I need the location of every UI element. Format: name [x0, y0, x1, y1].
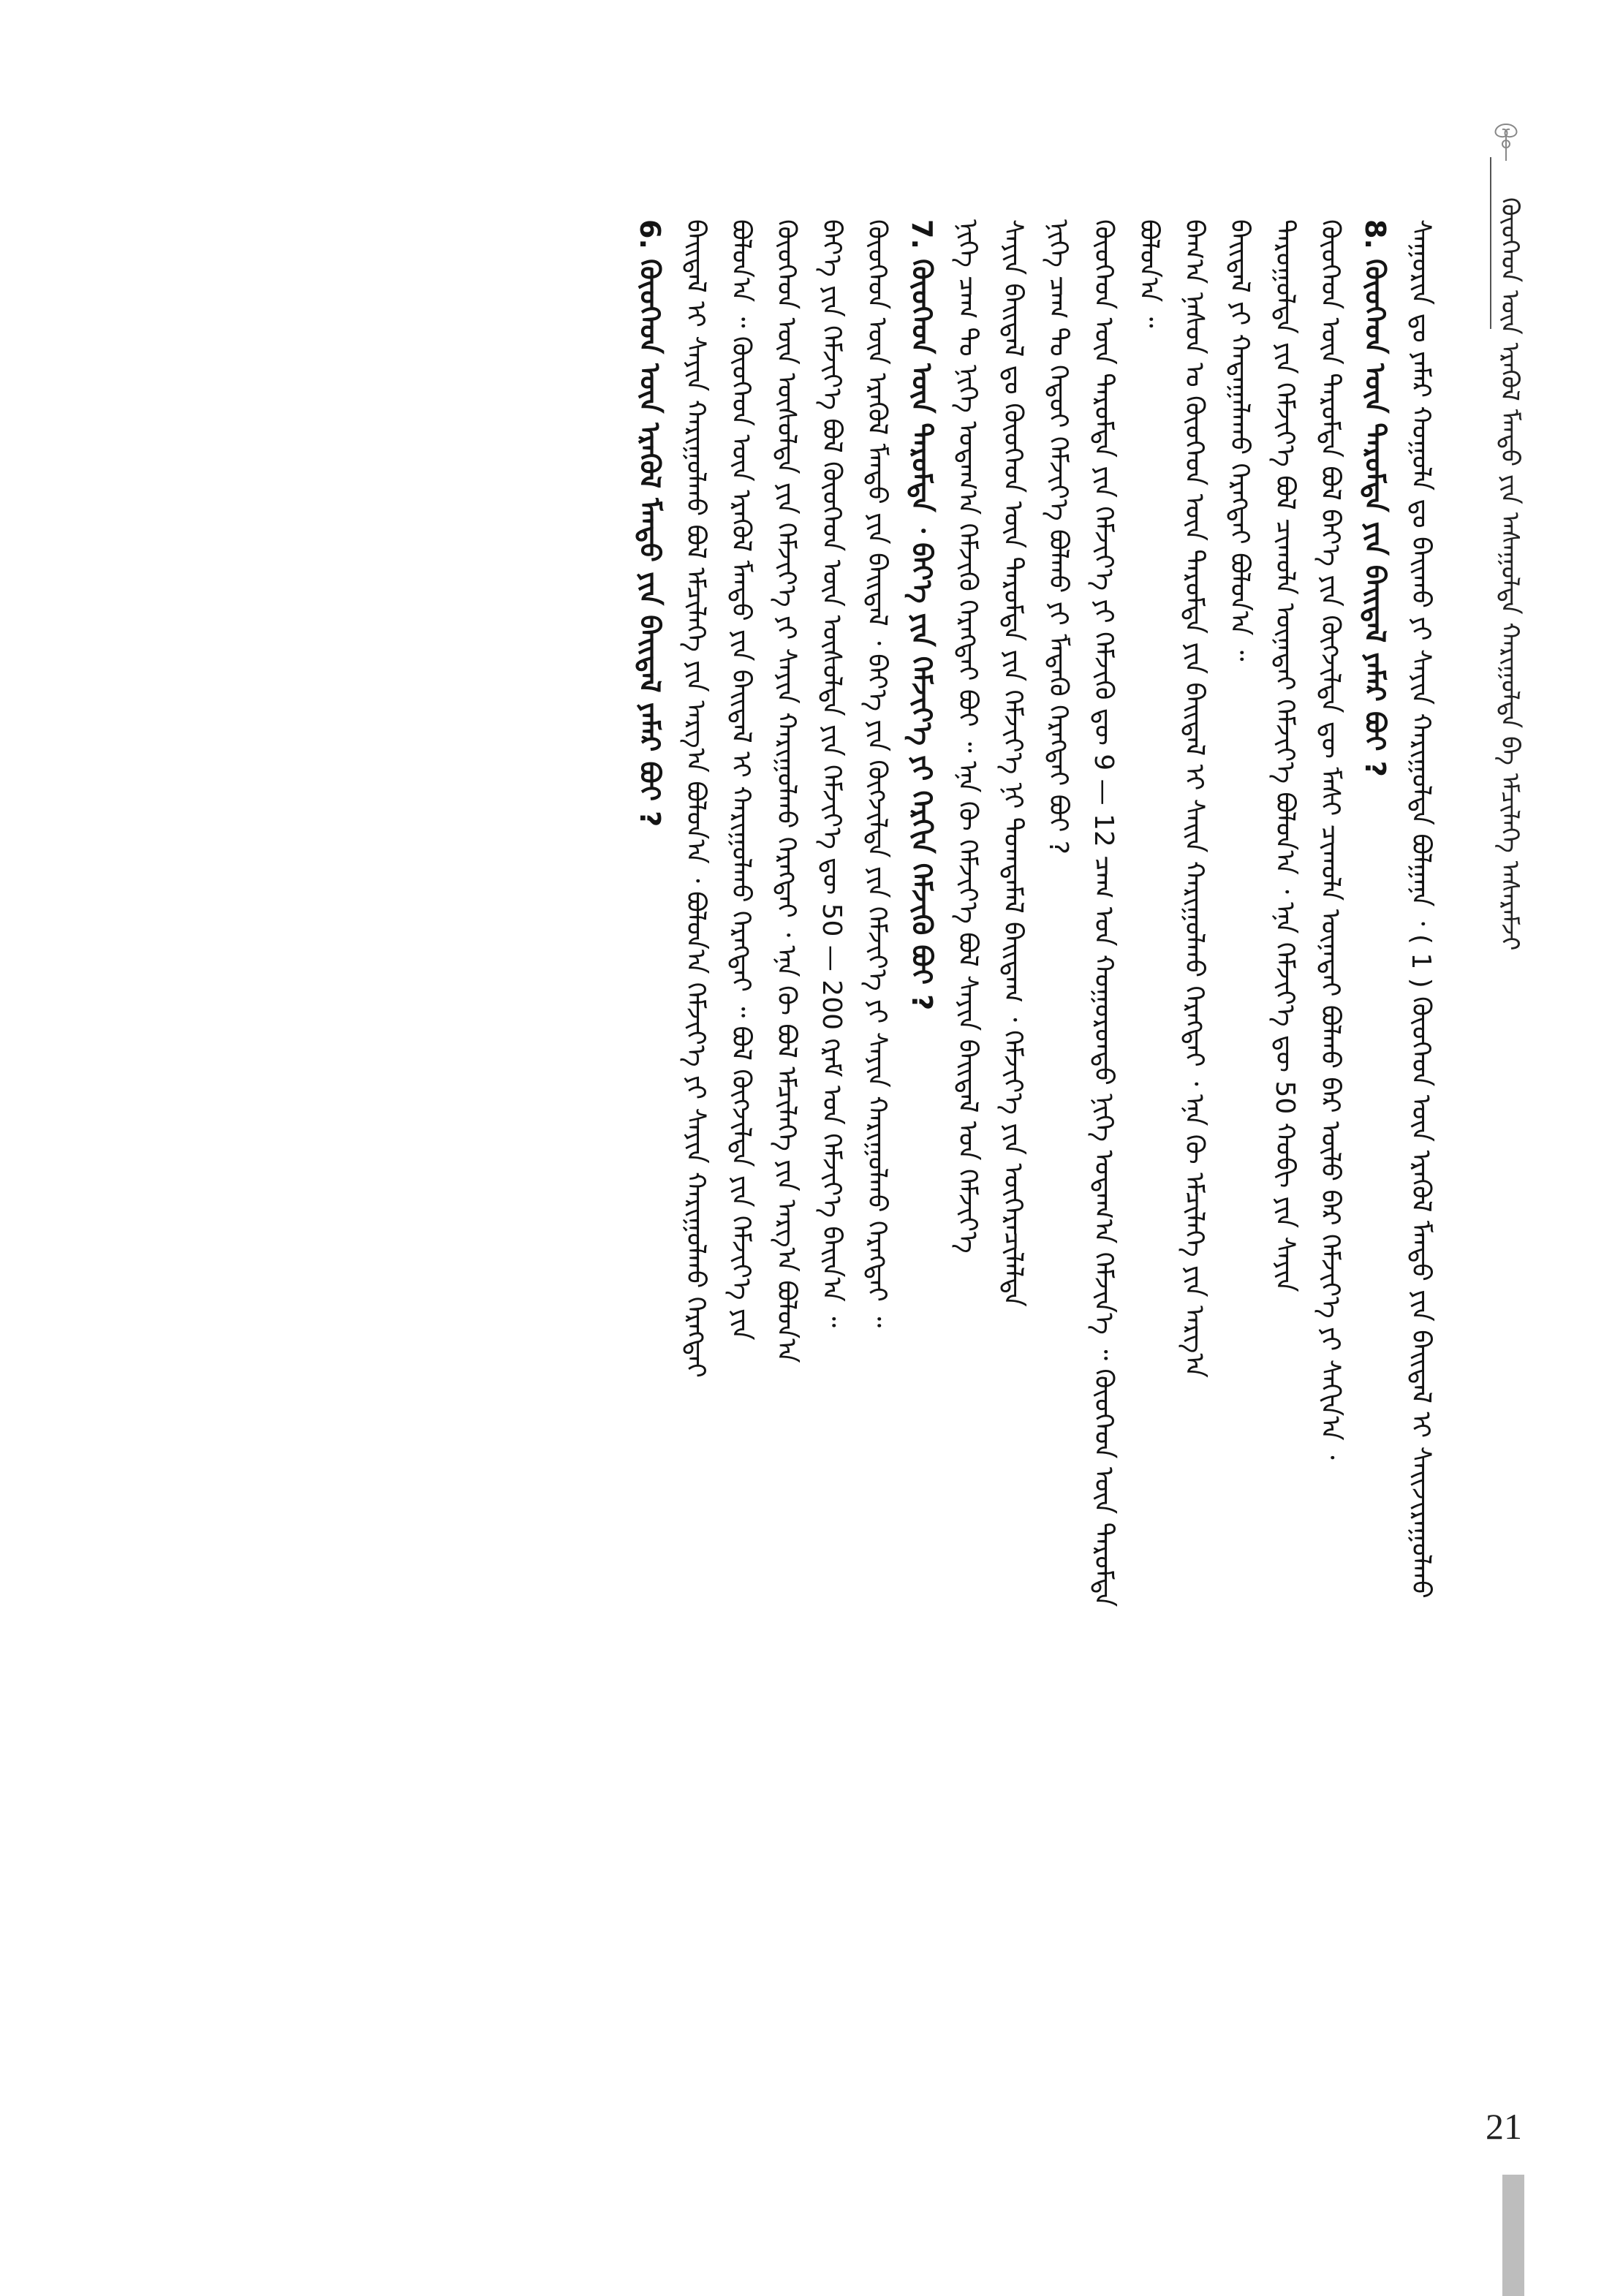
text-line — [1222, 219, 1256, 2010]
line-text: ᠬᠦᠦᠬᠡᠳ ᠦᠨ ᠡᠷᠡᠭᠦᠯ ᠮᠡᠨᠳᠦ ᠶᠢᠨ ᠪᠠᠢᠳᠠᠯ ᠂ ᠪᠡᠶ᠎ᠡ ᠶᠢᠨ ᠬᠥᠭᠵᠢᠯᠲᠡ ᠶᠢᠨ ᠬᠡᠮᠵᠢᠶ᠎ᠡ ᠶᠢ ᠰᠠᠶᠢᠨ ᠬᠠᠷᠢᠭᠤᠯᠬᠤ ᠬᠡᠷᠡᠭᠲᠡᠢ ᠃ — [862, 219, 892, 1328]
section-number: 7. — [906, 219, 938, 259]
line-text: ᠰᠠᠭᠤᠷᠢᠨ ᠳᠤ ᠶᠠᠮᠠᠷ ᠬᠣᠭᠣᠯᠠ ᠳᠤ ᠪᠠᠢᠬᠤ ᠶᠢ ᠰᠠᠶᠢᠨ ᠬᠠᠷᠢᠭᠤᠯᠲᠠ ᠪᠣᠯᠭᠠᠨᠠ ᠂ ( 1 ) ᠬᠦᠦᠬᠡᠳ ᠦᠨ ᠡᠷᠡᠭᠦᠯ ᠮᠡᠨᠳᠦ ᠶᠢᠨ ᠪᠠᠢᠳᠠᠯ ᠢ ᠰᠠᠢᠵᠢᠷᠠᠭᠤᠯᠬᠤ — [1406, 219, 1436, 1599]
text-line — [950, 219, 984, 2010]
section-heading — [1358, 219, 1392, 2010]
line-text: ᠨᠢᠭᠡ ᠴᠠᠭ ᠲᠤ ᠨᠢᠭᠡ ᠤᠳᠠᠭ᠎ᠠ ᠬᠡᠮᠵᠢᠬᠦ ᠬᠡᠷᠡᠭᠲᠡᠢ ᠪᠣᠢ ᠃ ᠡᠨᠡ ᠬᠦ ᠬᠡᠮᠵᠢᠶ᠎ᠡ ᠪᠣᠯ ᠰᠠᠶᠢᠨ ᠪᠠᠢᠳᠠᠯ ᠤᠨ ᠬᠡᠮᠵᠢᠶ᠎ᠡ — [953, 219, 983, 1254]
section-number: 8. — [1359, 219, 1391, 259]
line-text: ᠬᠦᠦᠬᠡᠳ ᠦᠨ ᠥᠰᠦᠯᠲᠡ ᠶᠢᠨ ᠬᠡᠮᠵᠢᠶ᠎ᠡ ᠶᠢ ᠰᠠᠶᠢᠨ ᠬᠠᠷᠢᠭᠤᠯᠬᠤ ᠬᠡᠷᠡᠭᠲᠡᠢ ᠂ ᠡᠨᠡ ᠬᠦ ᠪᠣᠯ ᠡᠮᠴᠢᠯᠡᠭᠡ ᠶᠢᠨ ᠠᠷᠭ᠎ᠠ ᠪᠣᠯᠤᠨ᠎ᠠ — [771, 219, 801, 1363]
text-line — [1132, 219, 1165, 2010]
text-line — [814, 219, 848, 2010]
line-text: ᠪᠣᠯᠤᠨ᠎ᠠ ᠃ ᠬᠦᠦᠬᠡᠳ ᠦᠨ ᠡᠷᠡᠭᠦᠯ ᠮᠡᠨᠳᠦ ᠶᠢᠨ ᠪᠠᠢᠳᠠᠯ ᠢ ᠬᠠᠷᠢᠭᠤᠯᠬᠤ ᠬᠡᠷᠡᠭᠲᠡᠢ ᠃ ᠪᠣᠯ ᠬᠥᠭᠵᠢᠯᠲᠡ ᠶᠢᠨ ᠬᠡᠮᠵᠢᠶ᠎ᠡ ᠶᠢᠨ — [726, 219, 756, 1341]
line-text: ᠨᠢᠭᠡ ᠴᠠᠭ ᠲᠤ ᠬᠡᠳᠦᠢ ᠬᠡᠮᠵᠢᠶ᠎ᠡ ᠪᠣᠯᠬᠤ ᠶᠢ ᠮᠡᠳᠡᠬᠦ ᠬᠡᠷᠡᠭᠲᠡᠢ ᠪᠣᠢ ? — [1043, 219, 1073, 855]
text-line — [678, 219, 712, 2010]
ornament-icon — [1480, 121, 1532, 164]
running-header: ᠬᠦᠦᠬᠡᠳ ᠦᠨ ᠡᠷᠡᠭᠦᠯ ᠮᠡᠨᠳᠦ ᠶᠢᠨ ᠠᠰᠠᠭᠤᠯᠲᠠ ᠬᠠᠷᠢᠭᠤᠯᠲᠠ ᠪᠠ ᠡᠮᠴᠢᠯᠡᠭᠡ ᠠᠰᠠᠷᠠᠮᠵᠢ — [1495, 197, 1524, 951]
text-line — [1041, 219, 1075, 2010]
line-text: ᠪᠠᠭ᠎ᠠ ᠨᠠᠰᠤᠨ ᠤ ᠬᠦᠦᠬᠡᠳ ᠦᠨ ᠳᠠᠷᠤᠮᠲᠠ ᠶᠢᠨ ᠪᠠᠢᠳᠠᠯ ᠢ ᠰᠠᠢᠨ ᠬᠠᠷᠢᠭᠤᠯᠬᠤ ᠬᠡᠷᠡᠭᠲᠡᠢ ᠂ ᠡᠨᠡ ᠬᠦ ᠡᠮᠴᠢᠯᠡᠭᠡ ᠶᠢᠨ ᠠᠷᠭ᠎ᠠ — [1179, 219, 1209, 1378]
text-line — [1404, 219, 1437, 2010]
section-number: 6. — [634, 219, 666, 259]
header-rule — [1490, 157, 1491, 329]
line-text: ᠪᠠᠢᠳᠠᠯ ᠶᠢ ᠬᠠᠳᠠᠭᠠᠯᠠᠬᠤ ᠬᠡᠷᠡᠭᠲᠡᠢ ᠪᠣᠯᠤᠨ᠎ᠠ ᠃ — [1225, 219, 1255, 662]
text-line — [1177, 219, 1211, 2010]
line-text: ᠬᠦᠦᠬᠡᠳ ᠦᠨ ᠳᠠᠷᠤᠮᠲᠠ ᠂ ᠪᠡᠶ᠎ᠡ ᠶᠢᠨ ᠬᠡᠮᠵᠢᠶ᠎ᠡ ᠶᠢ ᠬᠡᠷᠬᠢᠨ ᠬᠡᠮᠵᠢᠬᠦ ᠪᠣᠢ ? — [906, 259, 938, 1011]
line-text: ᠬᠦᠦᠬᠡᠳ ᠦᠨ ᠳᠠᠷᠤᠮᠲᠠ ᠶᠢᠨ ᠪᠠᠢᠳᠠᠯ ᠶᠠᠮᠠᠷ ᠪᠣᠢ ? — [1359, 259, 1391, 777]
line-text: ᠬᠦᠦᠬᠡᠳ ᠦᠨ ᠳᠠᠷᠤᠮᠲᠠ ᠶᠢᠨ ᠬᠡᠮᠵᠢᠶ᠎ᠡ ᠶᠢ ᠬᠡᠮᠵᠢᠬᠦ ᠳᠦ 9 — 12 ᠴᠠᠭ ᠤᠨ ᠬᠣᠭᠣᠷᠣᠨᠳᠤ ᠨᠢᠭᠡ ᠤᠳᠠᠭ᠎ᠠ ᠬᠡᠮᠵᠢᠨ᠎ᠡ ᠃ ᠬᠦᠦᠬᠡᠳ ᠦᠨ ᠳᠠᠷᠤᠮᠲᠠ — [1089, 219, 1119, 1607]
text-line — [860, 219, 893, 2010]
text-line — [1086, 219, 1120, 2010]
page-edge-tab — [1502, 2175, 1524, 2296]
text-line — [1268, 219, 1301, 2010]
page-number: 21 — [1486, 2106, 1522, 2147]
text-line — [996, 219, 1029, 2010]
section-heading — [905, 219, 939, 2010]
line-text: ᠬᠦᠦᠬᠡᠳ ᠦᠨ ᠳᠠᠷᠤᠮᠲᠠ ᠪᠣᠯ ᠪᠡᠶ᠎ᠡ ᠶᠢᠨ ᠬᠥᠭᠵᠢᠯᠲᠡ ᠳᠦ ᠮᠠᠰᠢ ᠴᠢᠬᠤᠯᠠ ᠦᠨᠡᠲᠡᠢ ᠪᠣᠯᠬᠤ ᠪᠡᠷ ᠦᠯᠦ ᠪᠠᠷ ᠬᠡᠮᠵᠢᠶ᠎ᠡ ᠶᠢ ᠰᠠᠬᠢᠨ᠎ᠠ ᠂ — [1315, 219, 1345, 1460]
line-text: ᠪᠠᠢᠳᠠᠯ ᠢ ᠰᠠᠶᠢᠨ ᠬᠠᠷᠢᠭᠤᠯᠬᠤ ᠪᠣᠯ ᠡᠮᠴᠢᠯᠡᠭᠡ ᠶᠢᠨ ᠠᠷᠭ᠎ᠠ ᠪᠣᠯᠤᠨ᠎ᠠ ᠂ ᠪᠣᠯᠤᠨ᠎ᠠ ᠬᠡᠮᠵᠢᠶ᠎ᠡ ᠶᠢ ᠰᠠᠶᠢᠨ ᠬᠠᠷᠢᠭᠤᠯᠬᠤ ᠬᠡᠷᠡᠭᠲᠡᠢ — [681, 219, 711, 1378]
line-text: ᠪᠣᠯᠤᠨ᠎ᠠ ᠃ — [1134, 219, 1164, 328]
line-text: ᠬᠦᠦᠬᠡᠳ ᠦᠨ ᠡᠷᠡᠭᠦᠯ ᠮᠡᠨᠳᠦ ᠶᠢᠨ ᠪᠠᠢᠳᠠᠯ ᠶᠠᠮᠠᠷ ᠪᠣᠢ ? — [634, 259, 666, 827]
section-heading — [633, 219, 667, 2010]
text-line — [724, 219, 757, 2010]
line-text: ᠪᠡᠶ᠎ᠡ ᠶᠢᠨ ᠬᠡᠮᠵᠢᠶ᠎ᠡ ᠪᠣᠯ ᠬᠦᠦᠬᠡᠳ ᠦᠨ ᠥᠰᠦᠯᠲᠡ ᠶᠢᠨ ᠬᠡᠮᠵᠢᠶ᠎ᠡ ᠳᠦ 50 — 200 ᠭᠷᠠᠮ ᠤᠨ ᠬᠡᠮᠵᠢᠶ᠎ᠡ ᠪᠠᠢᠨ᠎ᠠ ᠃ — [817, 219, 847, 1327]
text-line — [769, 219, 803, 2010]
line-text: ᠰᠠᠶᠢᠨ ᠪᠠᠢᠳᠠᠯ ᠳᠤ ᠬᠦᠦᠬᠡᠳ ᠦᠨ ᠳᠠᠷᠤᠮᠲᠠ ᠶᠢᠨ ᠬᠡᠮᠵᠢᠶ᠎ᠡ ᠨᠢ ᠲᠣᠭᠲᠠᠮᠠᠯ ᠪᠠᠢᠳᠠᠭ ᠂ ᠬᠡᠮᠵᠢᠶ᠎ᠡ ᠶᠢᠨ ᠥᠭᠡᠷᠡᠴᠢᠯᠡᠯᠲᠡ — [998, 219, 1028, 1307]
line-text: ᠲᠠᠷᠤᠭᠤᠯᠲᠠ ᠶᠢᠨ ᠬᠡᠮᠵᠢᠶ᠎ᠡ ᠪᠣᠯ ᠴᠢᠬᠤᠯᠠ ᠦᠨᠡᠲᠡᠢ ᠬᠡᠮᠵᠢᠶ᠎ᠡ ᠪᠣᠯᠤᠨ᠎ᠠ ᠂ ᠡᠨᠡ ᠬᠡᠮᠵᠢᠶ᠎ᠡ ᠳᠦ 50 ᠬᠤᠪᠢ ᠶᠢᠨ ᠰᠠᠶᠢᠨ — [1270, 219, 1300, 1292]
text-line — [1313, 219, 1347, 2010]
